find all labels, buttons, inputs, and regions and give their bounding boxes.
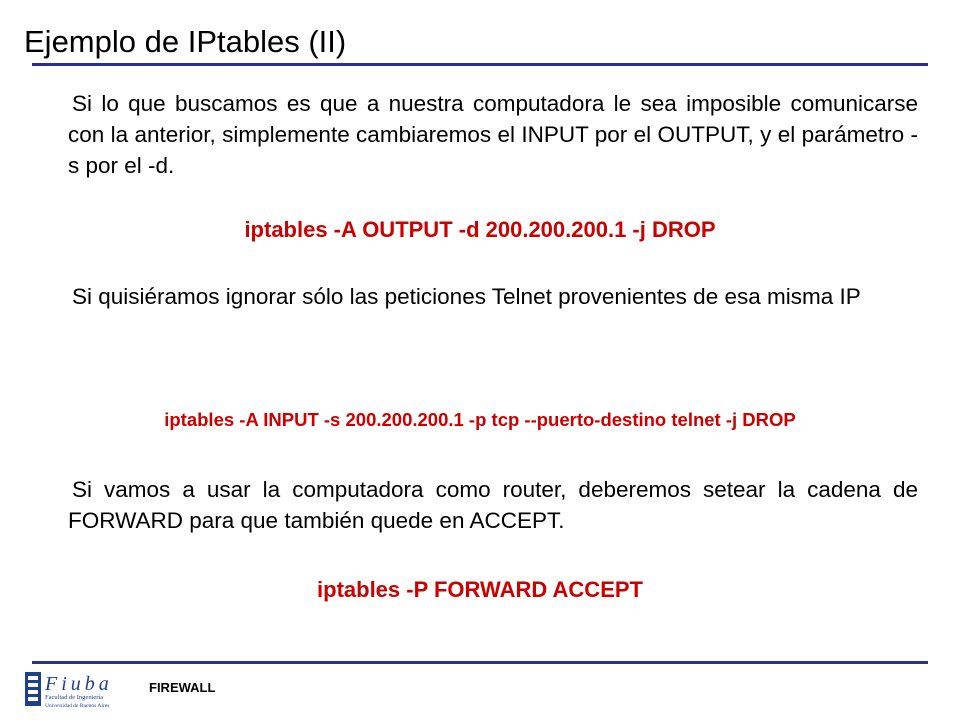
paragraph-forward-rule: Si vamos a usar la computadora como router, deberemos setear la cadena de FORWARD para que también quede en ACCEPT. — [68, 477, 918, 533]
logo-subtitle-2: Universidad de Buenos Aires — [45, 703, 110, 709]
title-underline — [32, 63, 928, 66]
paragraph-telnet-rule: Si quisiéramos ignorar sólo las peticiones Telnet provenientes de esa misma IP — [72, 284, 861, 309]
paragraph-output-rule: Si lo que buscamos es que a nuestra computadora le sea imposible comunicarse con la anterior, simplemente cambiaremos el INPUT por el OUTPUT, y el parámetro -s por el -d. — [68, 91, 918, 178]
command-forward-accept: iptables -P FORWARD ACCEPT — [317, 577, 643, 602]
logo-wordmark: Fiuba — [45, 673, 113, 695]
slide-title: Ejemplo de IPtables (II) — [24, 24, 347, 59]
command-output-drop: iptables -A OUTPUT -d 200.200.200.1 -j DROP — [244, 217, 716, 242]
footer-rule — [32, 661, 928, 664]
footer-label: FIREWALL — [149, 680, 216, 695]
fiuba-logo — [23, 668, 138, 712]
logo-subtitle-1: Facultad de Ingeniería — [45, 694, 104, 701]
command-input-telnet-drop: iptables -A INPUT -s 200.200.200.1 -p tcp --puerto-destino telnet -j DROP — [164, 409, 796, 430]
